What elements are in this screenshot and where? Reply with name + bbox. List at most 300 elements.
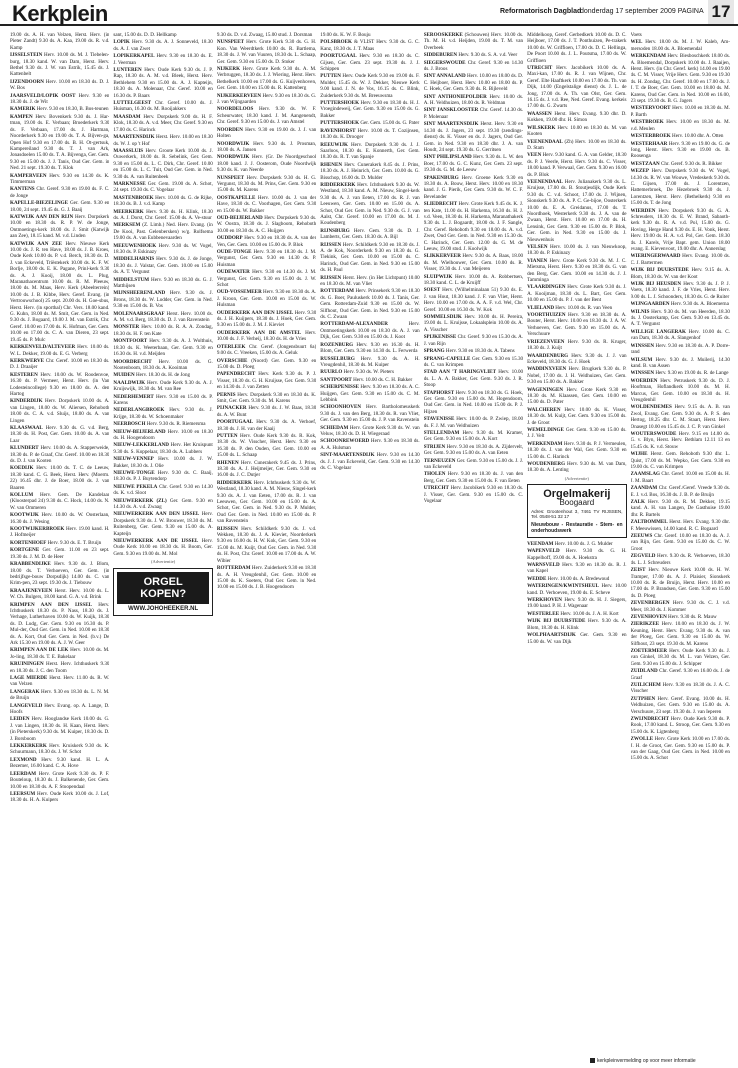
place-name: KLUNDERT: [10, 445, 39, 452]
service-details: 19.00 ds. K. W. F. Bouju: [320, 32, 371, 38]
church-listing: [631, 499, 730, 518]
place-name: KAMPEN: [10, 113, 33, 120]
place-name: WILSUM: [630, 356, 653, 363]
place-name: NEDERHEMERT: [113, 393, 154, 400]
place-name: NIJKERKERVEEN: [216, 92, 262, 99]
place-name: SLIKKERVEER: [423, 253, 461, 260]
church-listing: [424, 73, 523, 92]
church-listing: [424, 458, 523, 471]
church-listing: [320, 120, 419, 126]
issue-date: donderdag 17 september 2009: [580, 8, 676, 15]
place-name: WILSKERK: [527, 124, 556, 131]
place-name: SPIJKENISSE: [423, 334, 457, 341]
service-details: Herv. (Wilhelminalaan 51) 9.30 ds. E. J. van Hout, 18.30 kand. J. F. van Vliet, Herst. Herv. 10.00 en 17.00 ds. A. A. F. v.d. Wel, Chr. Geref. 10.00 en 16.30 ds. W. Kok: [423, 287, 524, 313]
place-name: WILNIS: [630, 308, 650, 315]
church-listing: [527, 366, 626, 385]
service-details: Herv. 9.15 en 14.00 ds. G. v. Blyn, Herst. Herv. Bethlam 12.11 13 en 15.45 ds. K. v.d. Stouw: [630, 430, 730, 450]
place-name: IJSSELSTEIN: [10, 52, 43, 59]
church-listing: [631, 53, 730, 104]
place-name: SEROOSKERKE: [423, 32, 463, 38]
place-name: RIJSSEN: [216, 525, 238, 532]
service-details: Herv. Nieuwe Kerk 10.00 ds. H. W. Tramper, 17.00 ds. A. J. Plaisier, Sionskerk 10.00 ds. R. de Bruijn, Herst. Herv. 10.00 en 17.00 ds. P. Brandsen, Ger. Gem. 9.30 en 15.00 ds. D. Ploeg: [630, 567, 730, 599]
place-name: PUTTERSHOEK: [320, 120, 360, 127]
service-details: Herv. 10.00 dhr. A. Otten: [672, 133, 724, 140]
service-details: Herv. Kruiskerk 9.30 ds. K. Schuurmann, 18.30 ds. J. W. Schot: [10, 743, 110, 756]
church-listing: [10, 241, 109, 344]
service-details: Herv. Grote Kerk 9.30 ds. W. van Veluw, 18.30 ds. D. H. Wiegeraad: [320, 424, 420, 437]
place-name: WOERDEN: [630, 377, 658, 384]
church-listing: [10, 647, 109, 660]
place-name: OTERLEEK: [216, 343, 246, 350]
place-name: KAMPERVEEN: [10, 172, 47, 179]
church-listing: [631, 301, 730, 307]
service-details: Herv. 9.30 ds. A. Verhoef, 18.30 ds. J. H. van der Kaaij: [216, 419, 317, 432]
service-details: Herv. 19.00 kand. H. J. Hofmeijer: [10, 526, 110, 539]
place-name: SINT MAARTENSDIJK: [423, 121, 479, 128]
church-listing: [320, 162, 419, 181]
service-details: Herv. 9.30 en 14.30 ds. J. J. van Eckeveld, Ger. Gem. 9.30 en 14.30 ds. C. Vogelaar: [320, 452, 420, 471]
church-listing: [113, 256, 212, 275]
place-name: STELLENDAM: [423, 429, 460, 436]
service-details: Herv. Biesboschkerk 18.00 ds. A. Bloemendal, Dorpskerk 10.00 ds. J. Raaijen, Herst. Herv. (in Chr. Geref. kerk) 14.00 en 19.00 ds. C. M. Visser, Vrije Herv. Gem. 9.30 en 19.30 ds. H. Zondag, Chr. Geref. 10.00 en 17.00 ds. J. J. T. de Boer, Ger. Gem. 10.00 en 18.00 ds. M. Karens, Oud Ger. Gem. in Ned. 10.00 en 16.00, 23 sept. 19.30 ds. B. G. Jagers: [630, 53, 730, 105]
service-details: Herv. Jacobikerk 9.30 en 18.30 ds. J. Visser, Ger. Gem. 9.30 en 15.00 ds. C. Vogelaar: [423, 485, 524, 505]
place-name: ZEIST: [630, 567, 646, 574]
service-details: Herst. Herv. (in Het Lichtpunt) 10.00 en 18.30 ds. M. van Vliet: [320, 274, 420, 288]
church-listing: [631, 133, 730, 139]
service-details: Herv. 10.00 ds. W. L. Dekker, 19.00 ds. E. G. Verberg: [10, 344, 110, 357]
place-name: NOORDWIJK: [216, 154, 250, 161]
service-details: Herv. Dorpskerk 10.00 en 18.30 ds. R. P. W. de Jonge, Ontmoetings-kerk 18.00 ds. J. Smit (Katwijk aan Zee), 18.15 kand. M. v.d. Linden: [10, 213, 110, 240]
church-listing: [424, 369, 523, 388]
service-details: Ger. Gem. 11.00 en 23 sept. 19.30 ds. J. M. D. de Heer: [10, 547, 110, 560]
church-listing: [217, 433, 316, 459]
church-listing: [424, 94, 523, 107]
place-name: WESTBROEK: [630, 119, 664, 126]
church-listing: [320, 356, 419, 369]
service-details: Herv. 9.30 en 18.30 ds. A. J. Kroon, Ger. Gem. 10.00 en 15.00 ds. W. Hulsman: [216, 289, 317, 309]
place-name: ZAANDAM: [630, 485, 658, 492]
church-listing: [217, 460, 316, 479]
ad-company: Boogaard: [559, 498, 595, 508]
place-name: STAPHORST: [423, 389, 455, 396]
church-listing: [113, 134, 212, 147]
place-name: WAARDENBURG: [527, 352, 569, 359]
place-name: SPRANG-CAPELLE: [423, 355, 471, 362]
place-name: WIJHE: [630, 451, 648, 458]
service-details: Herv. 9.30 en 18.30 ds. E. J. Veerman: [113, 53, 213, 66]
place-name: SINT PHILIPSLAND: [423, 154, 472, 161]
service-details: Voets: [630, 32, 642, 38]
service-details: Herv. 10.00 ds. T. C. de Leeuw, 18.30 kand. C. G. Beek, Herst. Herv. (Moerm. 22) 16.45 dhr. J. de Boer, 18.00 ds. J. van Baaren: [10, 465, 110, 491]
service-details: Chr. Geref. 10.00 ds. J. Huisman, 16.30 ds. M. Rooijakkers: [113, 100, 213, 113]
place-name: KRIMPEN AAN DEN IJSSEL: [10, 601, 92, 608]
church-listing: [10, 771, 109, 790]
church-listing: [320, 128, 419, 141]
church-listing: [217, 526, 316, 564]
service-details: Herv. Groote Kerk 10.00 ds. J. Ouwerkerk, 18.00 ds. R. Sebelink, Ger. Gem. 9.30 en 15.00 ds. L. C. Dirk, Chr. Geref. 10.00 en 15.00 ds. L. C. Tuit, Oud Ger. Gem. in Ned. 9.30 ds. A. van Ruitenbeek: [113, 147, 213, 180]
service-details: Herv. Grote Kerk 9.30 ds. M. J. C. Mietsma, Herst. Herv. 9.30 en 18.30 ds. G. van den Berg, Ger. Gem. 10.00 en 14.30 ds. J. J. Tamminga: [527, 257, 627, 284]
service-details: Herv. 9.30 en 19.00 ds. G. de Jong, Herst. Herv. 9.30 en 19.00 ds. B. Roosenga: [630, 140, 730, 160]
place-name: MAARTENSDIJK: [113, 134, 155, 141]
column-6-entries: [527, 32, 626, 474]
place-name: SPAKENBURG: [423, 174, 459, 181]
place-name: KOOTWIJK: [10, 512, 39, 519]
orgel-ad[interactable]: [113, 568, 212, 616]
place-name: LOPIK: [113, 39, 130, 46]
service-details: Herv. 9.30 en 18.30 ds. G. Hoek, Ger. Gem. 9.30 en 15.00 ds. M. Hogendoorn, Oud Ger. Gem. in Ned. 10.00 en 15.00 ds. P. J. Hijzen: [423, 389, 524, 415]
church-listing: [631, 168, 730, 206]
service-details: Herv. 10.00 ds. A. Stapperweide, 18.30 ds. P. de Graaf, Chr. Geref. 10.00 en 18.30 ds. D. J. van Kooten: [10, 445, 110, 464]
church-listing: [527, 611, 626, 617]
service-details: Herv. 9.30 ds. W. F. Scheurwater, 18.30 kand. J. M. Aangenendt, Chr. Geref. 9.30 en 15.00 ds. J. van Amstel: [216, 106, 317, 126]
church-listing: [10, 372, 109, 398]
service-details: Ger. Gem. 9.30 en 15.00 ds. J. J. van Eckeveld: [423, 457, 524, 470]
church-listing: [320, 32, 419, 38]
church-listing: [217, 195, 316, 214]
church-listing: [424, 287, 523, 313]
church-listing: [10, 689, 109, 702]
place-name: SLIEDRECHT: [423, 201, 458, 208]
service-details: Herv. Julianakerk 9.30 ds. L. Kruijsse, 17.00 ds. B. Stoutjesdijk, Oude Kerk 9.30 ds. C. v.d. Schoot, 17.00 ds. J. Wijnen, Sionskerk 9.30 ds. A. P. C. Ge-bijoe, Oosterkerk 10.00 ds. E. A. Greidanus, 17.00 ds. T. Noordhoek, Westerkerk 9.30 ds. J. A. van de Zwaan, Herst. Herv. 10.00 en 17.00 ds. H. Lensink, Ger. Gem. 9.30 en 15.00 ds. P. Blok, Ger. Gem. in Ned. 9.30 en 15.00 ds. J. Nieuwenhuis: [527, 178, 627, 243]
place-name: LEXMOND: [10, 756, 37, 763]
column-3: [217, 32, 316, 1054]
service-details: Herv. 9.30 ds. R. Kruger, 18.30 ds. J. Kuijt: [527, 338, 627, 352]
place-name: MAASDAM: [113, 113, 141, 120]
church-listing: [631, 39, 730, 52]
service-details: Ger. Gem. 19.00 ds. A. Schot, 24 sept. 19.30 ds. C. Vogelaar: [113, 180, 213, 194]
church-listing: [10, 526, 109, 539]
service-details: Herv. Dorpskerk 9.30 ds. G. A. Schreuders, 18.30 ds. E. W. Brand, Sabaoth-kerk 9.30 ds. R. A. v.d. Pol, 15.00 ds. G. Hoving, Herge Hand 9.30 ds. E. H. Vonk, Herst. Herv. 19.00 ds. H. A. v.d. Pol, Ger. Gem. 18.30 ds. J. Karels, Vrije Bapt. gem. Union 18.00 evang. E. Kievenvoot, 19.00 dhr. A. Annerslag: [630, 207, 730, 252]
service-details: Herv. Petruskerk 9.30 ds. D. J. Hooftman, Hoflandkerk 10.00 ds. M. H. Marcus, Ger. Gem. 10.00 en 18.30 ds. H. Vreugdenhil: [630, 377, 730, 403]
service-details: Herv. 9.30 ds. A. J. Wolthuis, 18.30 ds. K. Weeterbaan, Ger. Gem. 9.30 en 16.30 ds. H. v.d. Meijden: [113, 338, 213, 358]
church-listing: [113, 181, 212, 194]
church-listing: [631, 329, 730, 342]
place-name: NOORDEN: [216, 126, 243, 133]
service-details: Herv. 18.00 ds. M. J. W. Kaleb, Am-mersoden 18.00 ds. A. Bloemendal: [630, 39, 730, 52]
church-listing: [424, 175, 523, 201]
church-listing: [10, 547, 109, 560]
church-listing: [527, 312, 626, 338]
service-details: Herst. Herv. Ichthuskerk 9.30 en 18.30 ds. J. C. den Toom: [10, 661, 110, 674]
church-listing: [320, 321, 419, 340]
church-listing: [631, 600, 730, 613]
place-name: KAPELLE-BIEZELINGE: [10, 200, 69, 207]
service-details: Herv. 9.30 ds. J. Brons, 18.30 ds. W. Lodder, Ger. Gem. in Ned. 9.30 en 15.00 ds. B. Vos: [113, 290, 213, 310]
place-name: NOORDELOOS: [216, 106, 254, 113]
place-name: OUDDORP: [216, 235, 243, 242]
service-details: Herst. Herv. 10.00 en 18.30 ds. W. J. op 't Hof: [113, 134, 213, 147]
church-listing: [631, 105, 730, 118]
service-details: Chr. Geref. 9.30 en 15.30 ds. A. J. van Rijn: [423, 334, 524, 347]
column-4: [320, 32, 419, 1054]
place-name: UTRECHT: [527, 65, 553, 72]
place-name: ZEVENHOVEN: [630, 613, 667, 620]
service-details: Chr. Geref. 10.00 en 18.30 ds. A. J. van Rijn, Ger. Gem. 9.30 en 15.00 ds. C. W. Groot: [630, 533, 730, 552]
place-name: ZALK: [630, 499, 645, 506]
service-details: Herv. Oude Kerk 9.30 ds. P. Rook, 17.00 kand. L. Stroop, Ger. Gem. 9.30 en 15.00 ds. K. Ligtenberg: [630, 716, 730, 735]
place-name: WINSSEN: [630, 342, 655, 349]
church-listing: [113, 484, 212, 497]
service-details: Herv. Oude Kerk 9.30 ds. J. P. Rap, 18.30 ds. A. M. v.d. Bleek, Herst. Herv. Bethlehem 9.30 en 15.00 ds. A. J. Kapteijn, 18.30 ds. A. Molenaar, Chr. Geref. 10.00 en 16.30 ds. P. Baars: [113, 67, 213, 99]
place-name: ROTTERDAM-ALEXANDER: [320, 321, 388, 328]
church-listing: [320, 275, 419, 288]
section-title: Kerkplein: [12, 1, 108, 26]
ad-label: (Advertentie): [564, 475, 589, 481]
church-listing: [217, 405, 316, 418]
service-details: Herv. 9.30 en 18.30, B. Bos-teunen: [36, 106, 109, 113]
place-name: ZWIJNDRECHT: [630, 716, 670, 723]
place-name: OOSTKAPELLE: [216, 194, 256, 201]
listing-columns: [10, 32, 730, 1054]
place-name: WIERDEN: [630, 207, 656, 214]
church-listing: [320, 377, 419, 383]
place-name: ZEVENBERGEN: [630, 600, 670, 607]
church-listing: [10, 602, 109, 647]
place-name: WIJK BIJ HEUSDEN: [630, 281, 682, 288]
page-label: PAGINA: [677, 8, 704, 15]
service-details: Herv. Kerk 9.30 ds. P. J. Visser, 18.30 ds. G. H. Kruijsse, Ger. Gem. 9.30 en 14.30 ds. J. van Zetten: [216, 371, 317, 391]
church-listing: [631, 161, 730, 167]
service-details: Herv. Dorpskerk 9.30 ds. W. Vogel, 14.30 ds. R. W. van Wouwe, Vredeskerk 9.30 ds. C. Gijsen, 17.00 ds. J. Lorentzen, Hattemerbroek, De Hezebroek 9.30 ds. J. Lorentzen, Herst. Herv. (Bethelkerk) 9.30 en 15.00 ds. T. de Jong: [630, 168, 730, 207]
service-details: Herv. 9.30 ds. J. J. van Eckeveld, 18.30 ds. G. J. Hoek: [527, 352, 627, 365]
church-listing: [527, 441, 626, 460]
place-name: NEDERLANGBROEK: [113, 407, 165, 414]
church-listing: [113, 290, 212, 309]
place-name: NUNSPEET: [216, 39, 245, 46]
service-details: Herv. 9.30 kand. H. L. A. Bezemer, 16.00 kand. C. A. Hove: [10, 756, 110, 770]
place-name: RUURLO: [320, 369, 343, 376]
place-name: RIDDERKERK: [320, 181, 356, 188]
church-listing: [217, 235, 316, 248]
date-line: [580, 8, 704, 15]
service-details: Herv. 9.30 ds. J. P. J. Voets, 18.30 kand. J. F. de Vries, Herst. Herv. 9.00 ds. L. J. Schoonders, 18.30 ds. G. de Ruiter: [630, 281, 730, 300]
church-listing: [527, 548, 626, 561]
church-listing: [527, 152, 626, 178]
church-listing: [10, 214, 109, 240]
service-details: Herv. 9.15 ds. A. B. van Zwol, Evang. Ger. Gem. 9.30 ds. A. P. S. den Hertog, 18.25 dhr. C. M. Staart, Herst. Herv. Onasegt 10.00 en 15.45 ds. J. C. P. van Ginkel: [630, 404, 730, 430]
church-listing: [631, 431, 730, 450]
place-name: LEIDEN: [10, 716, 30, 723]
place-name: WERKENDAM: [527, 440, 563, 447]
church-listing: [424, 52, 523, 58]
place-name: KATWIJK AAN ZEE: [10, 240, 63, 247]
church-listing: [10, 465, 109, 491]
ad-address: Adres: Grootenhout 3, 7461 TV RIJSSEN, Tel. 0548-51 32 17: [531, 508, 623, 520]
service-details: Herv. 9.30 en 18.30 ds. J. van den Berg, Ger. Gem. 9.30 en 15.00 ds. F. van Eeten: [423, 471, 524, 484]
place-name: POLSBROEK: [320, 39, 352, 46]
service-details: Herv. 9.30 en 14.30 ds. K. Timmerman: [10, 172, 110, 185]
service-details: & VLIST Herv. 9.30 ds. G. C. Kanz, 18.30 ds. J. T. Maas: [320, 39, 420, 52]
service-details: Herv. 10.00 ds. R. A. A. Zondag, 18.30 ds. H. F. ten Kate: [113, 324, 213, 337]
place-name: STRIJEN: [423, 443, 446, 450]
service-details: Herv. Gem. De Kandelaar (Kloosterpad 24) 9.30 ds. C. Hock, 14.00 ds. N. W. van Ommeren: [10, 492, 110, 511]
place-name: PAPENDRECHT: [216, 371, 256, 378]
ad-url[interactable]: WWW.JOHOHEEKER.NL: [128, 605, 199, 612]
column-6: [527, 32, 626, 1054]
service-details: Herv. 9.30 en 18.30 ds. C. Gijsen, Ger. Gem. 23 sept. 19.30 ds. J. J. Schippen: [320, 53, 420, 73]
place-name: SLUIPWIJK: [423, 273, 453, 280]
church-listing: [631, 621, 730, 647]
service-details: Herv. 9.30 en 18.30 ds. G. J. van Wijngaarden: [216, 92, 317, 106]
service-details: Herv. 9.30 ds. R. Verhoeven, 18.30 ds. L. J. Schreuders: [630, 553, 730, 566]
church-listing: [527, 339, 626, 352]
service-details: Herv. 10.00 en 18.30 ds. D. J. W. Bos: [10, 78, 110, 92]
church-listing: [320, 142, 419, 161]
church-listing: [113, 277, 212, 290]
place-name: LUTTELGEEST: [113, 100, 152, 107]
church-listing: [424, 314, 523, 333]
church-listing: [631, 485, 730, 498]
place-name: NEERBOSCH: [113, 421, 146, 428]
place-name: MIDDELSTUM: [113, 276, 150, 283]
church-listing: [217, 141, 316, 154]
church-listing: [424, 334, 523, 347]
place-name: WIJNGAARDEN: [630, 301, 670, 308]
service-details: Herv. 9.30 en 18.30 ds. H. J. Vroegindeweij, Ger. Gem. 9.30 en 15.00 ds. G. Bakker: [320, 100, 420, 119]
service-details: Ger. Gem. 9.30 en 15.00 ds. W. van Dijk: [527, 632, 627, 645]
service-details: Chr. Geref. (Jongensbuurt 6a) 9.00 ds. C. Vreeken, 15.00 ds. A. Geluk: [216, 343, 317, 357]
service-details: Herv. 9.30 en 19.00 ds. R. de Lange: [655, 370, 729, 377]
place-name: OUDE-TONGE: [216, 249, 252, 255]
place-name: THOLEN: [423, 471, 446, 478]
church-listing: [113, 380, 212, 393]
service-details: Herv. 10.00 ds. R. van Veen: [555, 304, 613, 311]
church-listing: [424, 253, 523, 272]
church-listing: [217, 480, 316, 525]
church-listing: [631, 682, 730, 695]
service-details: Herv. 10.00 ds. P. Zwiep, 18.00 ds. F. J. M. van Veldhuizen: [423, 416, 524, 429]
place-name: KINDERDIJK: [10, 398, 43, 405]
place-name: KRUININGEN: [10, 661, 44, 668]
service-details: Herv. Grote Kerk 9.30 ds. G. H. Kon. Van Weerdtkerk 10.00 ds. R. Bartlema, 18.30 ds. J. W. van Vuuren, 18.30 ds. L. Schaap, Ger. Gem. 9.30 en 15.00 ds. D. Stoker: [216, 39, 317, 65]
place-name: OUD-BEIJERLAND: [216, 214, 263, 221]
place-name: ZWOLLE: [630, 736, 654, 743]
square-bullet-icon: [590, 1058, 595, 1063]
place-name: KERKWERVE: [10, 357, 45, 364]
place-name: SINT-MAARTENSDIJK: [320, 452, 375, 459]
church-listing: [113, 195, 212, 208]
service-details: Herv. 9.30 ds. A. J. Sonneveld, 18.30 ds. A. J. van Zwet: [113, 39, 213, 52]
service-details: Herv. 10.00 ds. A. Robbertsen, 18.30 kand. C. L. de Kruijff: [423, 273, 524, 287]
church-listing: [113, 222, 212, 241]
place-name: NIJKERK: [216, 66, 241, 73]
place-name: VEENENDAAL: [527, 178, 563, 185]
service-details: Herv. Dorpskerk 9.00 ds. H. F. Klok, 18.30 ds. A. v.d. Meer, Chr. Geref. 9.30 en 17.00 ds. C. Harinck: [113, 113, 213, 133]
service-details: Herv. Dorpskerk 9.30 ds. W. Oostra, 18.30 ds. J. Slagboom, Rehoboth 10.00 en 18.30 ds. A. C. Huijgen: [216, 214, 317, 234]
service-details: Chr. Geref. 9.30 en 14.30 ds. J. Broos: [423, 59, 524, 73]
church-listing: [320, 425, 419, 438]
church-listing: [527, 244, 626, 257]
church-listing: [10, 114, 109, 172]
place-name: VOORTHUIZEN: [527, 312, 566, 319]
church-listing: [320, 53, 419, 72]
church-listing: [113, 311, 212, 324]
church-listing: [217, 93, 316, 106]
service-details: Herv. 9.30 en 18.30 ds. A. P. Dorre-rand: [630, 342, 730, 356]
page-number: 17: [708, 0, 734, 24]
service-details: Chr. Geref. 10.00 en 15.00 ds. H. J. M. Baart: [630, 471, 730, 484]
church-listing: [113, 498, 212, 511]
place-name: VEENENDAAL: [527, 138, 563, 145]
place-name: MONSTER: [113, 324, 140, 331]
church-listing: [113, 470, 212, 483]
church-listing: [631, 553, 730, 566]
place-name: SIDDEBUREN: [423, 52, 458, 59]
place-name: ZUILICHEM: [630, 682, 661, 688]
place-name: WOUDENBERG: [527, 461, 566, 467]
service-details: Ger. Gem. 9.30 en 15.00 ds. J. J. Velt: [527, 426, 627, 440]
place-name: KRAAJENEVEEN: [10, 587, 53, 594]
service-details: Herv. 10.00 ds. C. van Dam, 18.30 ds. A. Slangenhof: [630, 328, 730, 342]
place-name: VEENDAM: [527, 540, 554, 547]
place-name: TERNEUZEN: [423, 457, 456, 464]
publication-name: Reformatorisch Dagblad: [500, 8, 582, 15]
church-listing: [527, 562, 626, 575]
church-listing: [527, 258, 626, 284]
place-name: ROTTERDAM: [216, 565, 251, 572]
place-name: OUDERKERK AAN DE AMSTEL: [216, 329, 302, 336]
church-listing: [424, 32, 523, 51]
service-details: Chr. Geref. 9.30 en 14.30 ds. K. v.d. Sloot: [113, 483, 213, 497]
column-6-entries-continued: [527, 541, 626, 645]
place-name: RIDDERKERK: [216, 479, 252, 486]
place-name: KORTGENE: [10, 547, 40, 554]
orgelmakerij-ad[interactable]: [527, 484, 626, 538]
church-listing: [217, 344, 316, 357]
service-details: Herv. 10.00 ds. C. H. Bakker: [353, 376, 413, 383]
place-name: RHENEN: [320, 161, 343, 168]
church-listing: [527, 139, 626, 152]
service-details: Herv. Oude Kerk 9.30 ds. R. Kok, 18.30 ds. W. Visscher, Herst. Herv. 9.30 en 16.30 ds. P. den Ouden, Ger. Gem. 10.00 en 15.00 ds. L. Schaap: [216, 432, 317, 459]
church-listing: [631, 567, 730, 599]
church-listing: [527, 541, 626, 547]
service-details: Herv. 9.30 en 18.30 ds. A. van der Ven, Ger. Gem. 10.00 en 15.00 ds. P. Blok: [216, 235, 317, 248]
place-name: KANTENS: [10, 186, 35, 193]
service-details: Ger. Gem. 9.30 en 18.00, 24 sept. 19.45 ds. G. J. Baaij: [10, 200, 110, 213]
church-listing: [10, 492, 109, 511]
service-details: Herst. Herv. 10.00 ds. L. W. Ch. Bulgers, 18.00 kand. G. A. v.d. Brink: [10, 587, 110, 601]
service-details: Herv. 10.00 ds. M. J. Tiebelen-burg, 18.30 kand. W. van Dam, Herst. Herv. Bethel 9.30 ds. J. W. van Estrik, 15.45 ds. J. Kattenbelt: [10, 52, 110, 78]
church-listing: [217, 106, 316, 125]
church-listing: [217, 371, 316, 390]
service-details: Herv. 9.30 ds. A. H. Vreugdenhil, 18.30 ds. M. Kuiper: [320, 355, 420, 368]
church-listing: [113, 456, 212, 469]
service-details: Herv. Ontmoetingskerk 10.00 en 18.30 ds. A. J. van Dijk, Ger. Gem. 9.30 en 15.00 ds. J. Koot: [320, 321, 420, 341]
service-details: Herv. 18.30 ds. H. de Jong: [135, 372, 191, 379]
service-details: Herv. 9.30 ds. M. van Dam, 18.30 ds. A. Lenting: [527, 461, 627, 474]
church-listing: [631, 451, 730, 470]
place-name: WESTERLEE: [527, 610, 560, 617]
church-listing: [631, 648, 730, 667]
church-listing: [320, 384, 419, 403]
church-listing: [424, 430, 523, 443]
church-listing: [113, 442, 212, 455]
church-listing: [631, 253, 730, 266]
service-details: Herv. 9.30 en 16.30 ds. H. Blom, Ger. Gem. 9.30 en 14.30 ds. L. Ferwerda: [320, 341, 420, 355]
service-details: Herv. Dorpskerk 10.00 ds. A. van Lingen, 18.00 ds. W. Aliersen, Rehoboth 18.00 ds. C. A. v.d. Sluijs, 18.00 ds. A. van Lingen: [10, 398, 110, 424]
service-details: Chr. Geref. 10.00 en 18.30 ds. D. J. Draaijer: [10, 357, 110, 371]
service-details: Herv. 9.30 ds. J. H. Kuijpers, 18.30 ds. J. Hoek, Ger. Gem. 9.30 en 15.00 ds. J. M. J. Kieviet: [216, 309, 317, 329]
church-listing: [631, 309, 730, 328]
place-name: WEL: [630, 39, 643, 46]
place-name: WOLPHAARTSDIJK: [527, 632, 576, 639]
place-name: RHENEN: [216, 459, 239, 466]
ad-label: (Advertentie): [151, 559, 176, 565]
place-name: VELSEN: [527, 244, 548, 250]
place-name: LANGEVELD: [10, 702, 43, 709]
place-name: NIEUWERKERK AAN DEN IJSSEL: [113, 511, 200, 518]
church-listing: [424, 348, 523, 354]
